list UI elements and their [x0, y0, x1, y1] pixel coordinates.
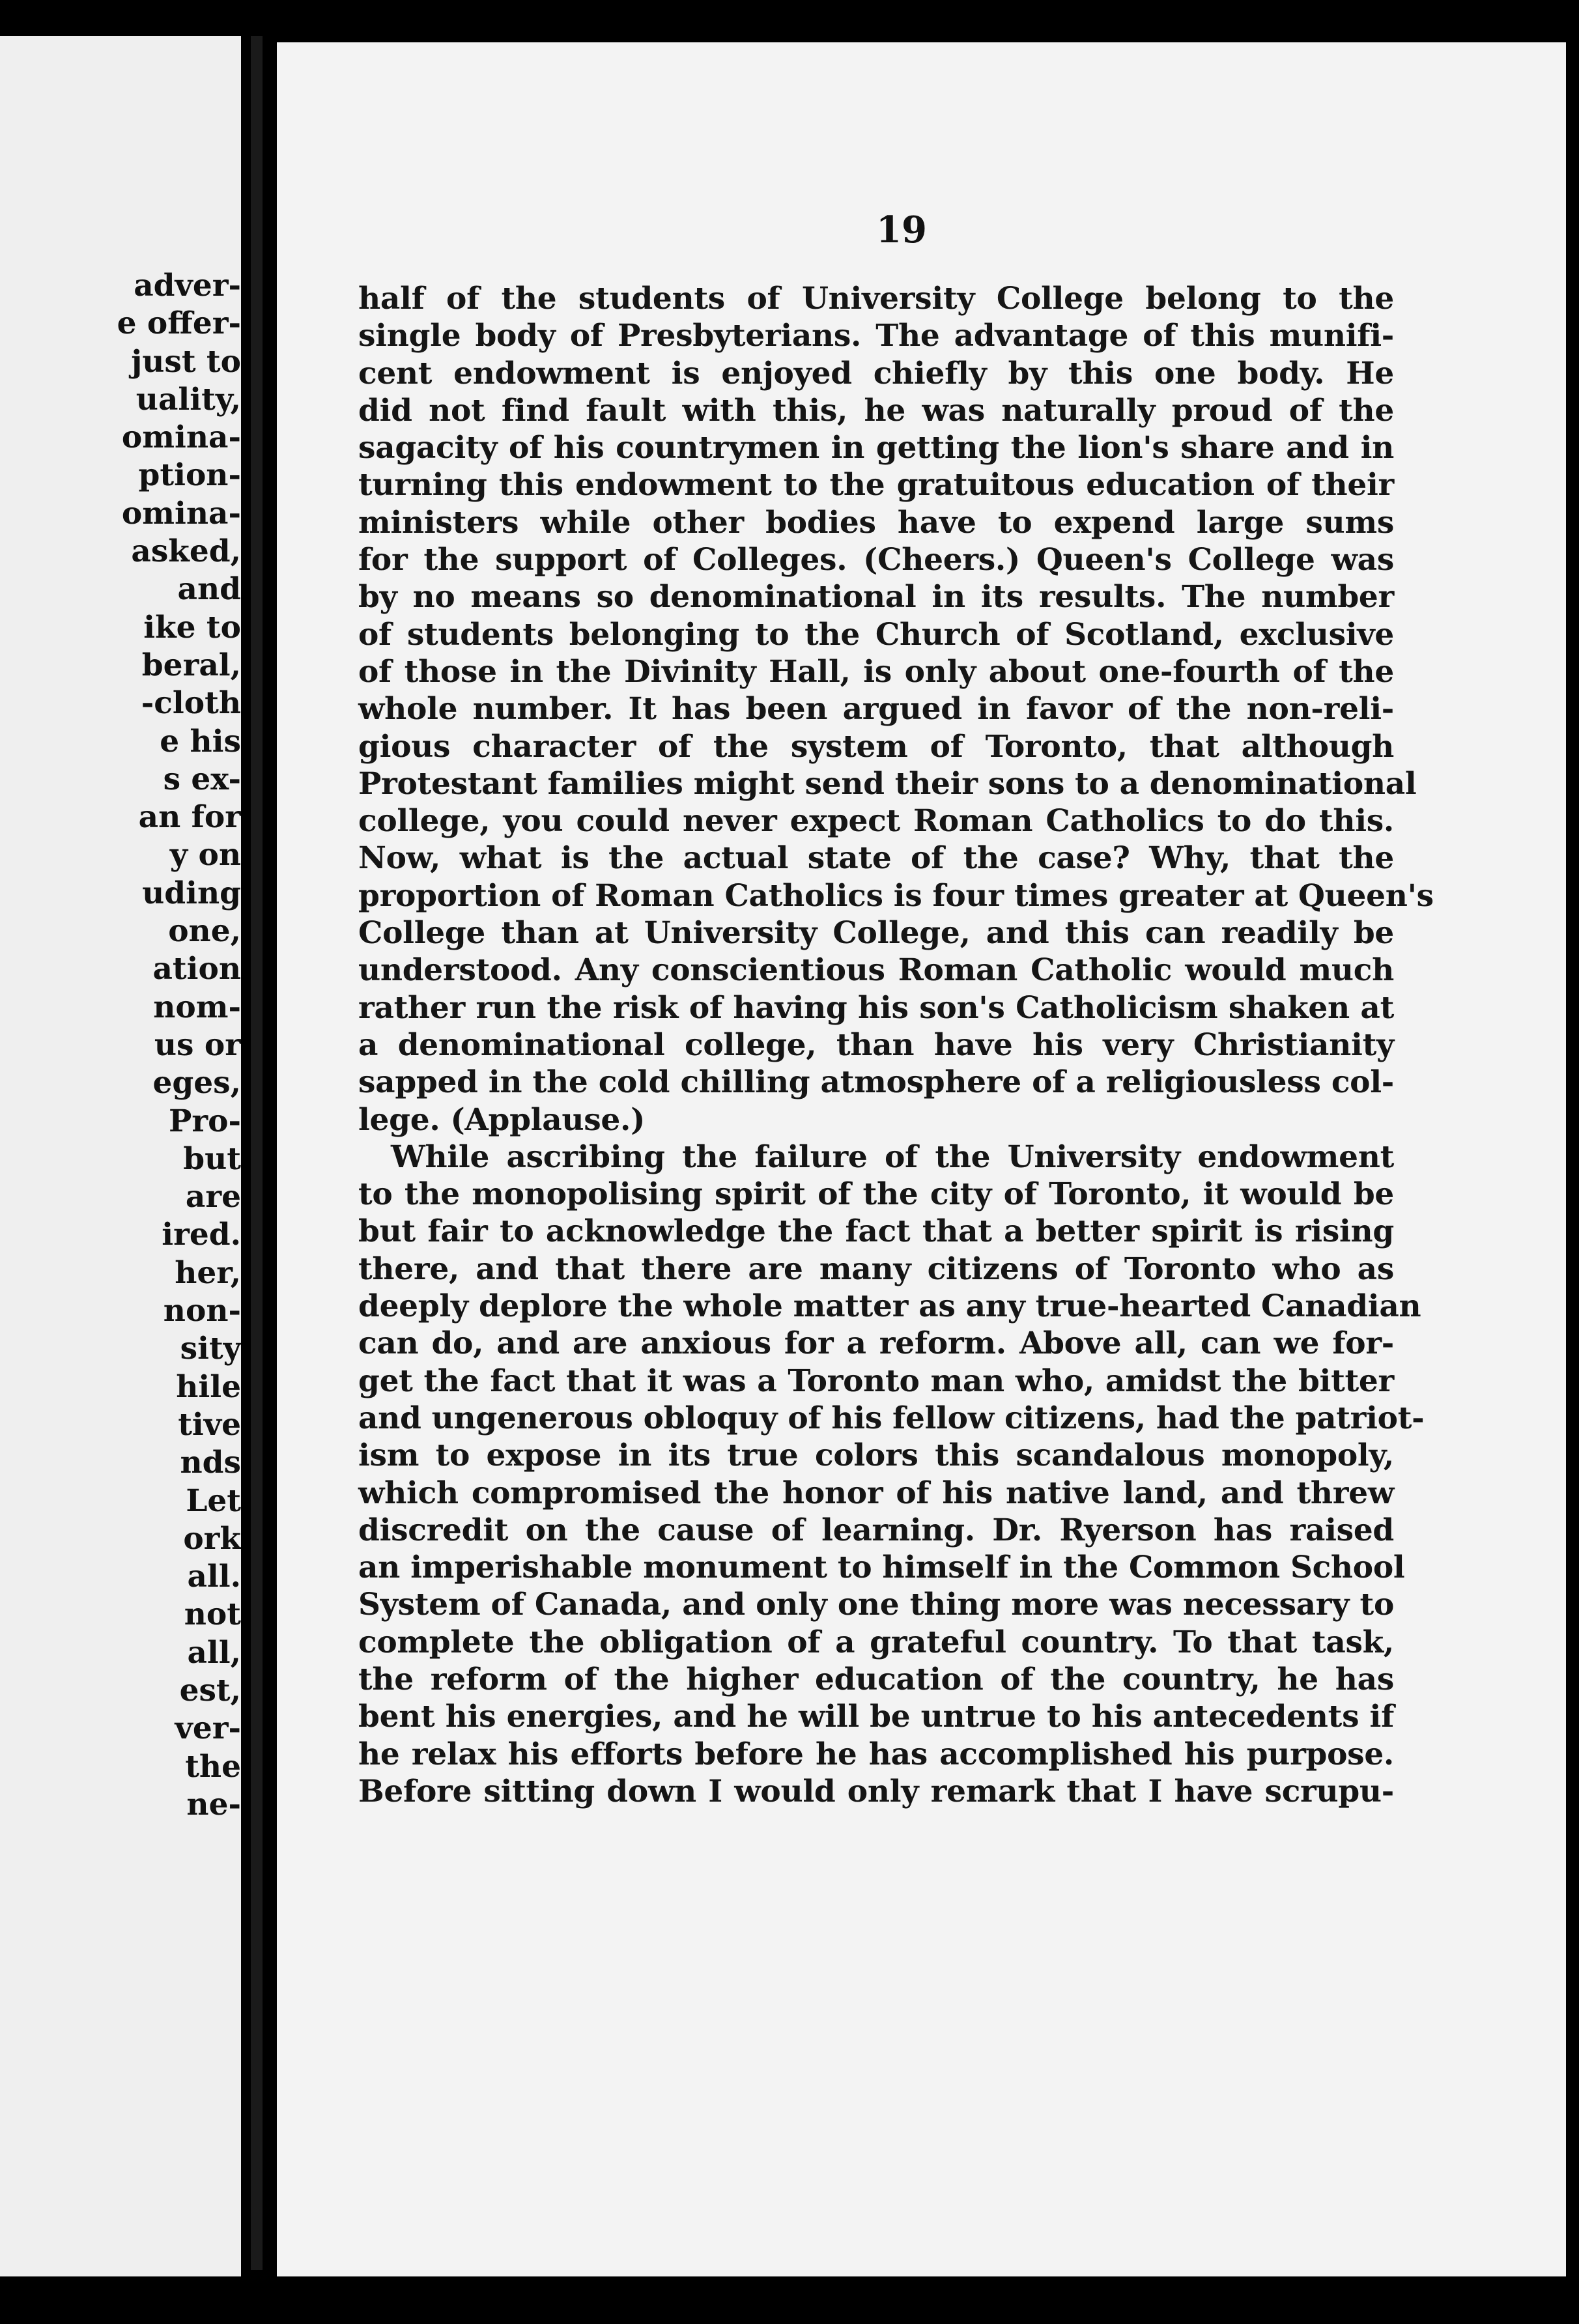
fragment-line: nds — [180, 1445, 241, 1481]
text-line: System of Canada, and only one thing more was necessary to — [358, 1587, 1394, 1623]
text-line: an imperishable monument to himself in the Common School — [358, 1550, 1405, 1586]
text-line: proportion of Roman Catholics is four times greater at Queen's — [358, 877, 1434, 914]
fragment-line: are — [185, 1179, 241, 1215]
text-line: Protestant families might send their sons to a denominational — [358, 765, 1417, 802]
previous-page-text-fragments — [117, 267, 241, 1824]
fragment-line: eges, — [152, 1065, 241, 1101]
fragment-line: asked, — [131, 533, 241, 570]
text-line: College than at University College, and this can readily be — [358, 915, 1394, 952]
text-line: sapped in the cold chilling atmosphere of a religiousless col- — [358, 1064, 1394, 1101]
fragment-line: e his — [160, 723, 241, 759]
text-line: cent endowment is enjoyed chiefly by this one body. He — [358, 355, 1394, 391]
text-line: the reform of the higher education of the country, he has — [358, 1661, 1394, 1697]
fragment-line: ired. — [162, 1217, 241, 1253]
fragment-line: -cloth — [141, 685, 241, 722]
previous-page-edge — [0, 36, 241, 2276]
fragment-line: adver- — [134, 268, 241, 304]
text-line: discredit on the cause of learning. Dr. Ryerson has raised — [358, 1512, 1394, 1548]
text-line: complete the obligation of a grateful country. To that task, — [358, 1624, 1394, 1660]
text-line: sagacity of his countrymen in getting the lion's share and in — [358, 430, 1394, 466]
fragment-line: ation — [152, 951, 241, 987]
page-body-text — [358, 280, 1434, 1810]
text-line: get the fact that it was a Toronto man who, amidst the bitter — [358, 1363, 1394, 1399]
text-line: half of the students of University College belong to the — [358, 281, 1394, 317]
text-line: of students belonging to the Church of Scotland, exclusive — [358, 616, 1394, 653]
text-line: turning this endowment to the gratuitous education of their — [358, 467, 1394, 503]
text-line: single body of Presbyterians. The advantage of this munifi- — [358, 318, 1394, 354]
fragment-line: but — [183, 1141, 241, 1177]
text-line: gious character of the system of Toronto, that although — [358, 728, 1394, 765]
fragment-line: ver- — [175, 1710, 241, 1747]
text-line: understood. Any conscientious Roman Catholic would much — [358, 952, 1394, 989]
fragment-line: tive — [178, 1406, 241, 1443]
text-line: of those in the Divinity Hall, is only about one-fourth of the — [358, 653, 1394, 690]
scan-border — [1566, 0, 1579, 2324]
fragment-line: just to — [131, 343, 241, 380]
text-line: Now, what is the actual state of the case? Why, that the — [358, 840, 1394, 877]
book-page — [277, 42, 1579, 2276]
fragment-line: all. — [187, 1559, 241, 1595]
fragment-line: ne- — [186, 1786, 241, 1822]
fragment-line: s ex- — [163, 761, 241, 797]
fragment-line: e offer- — [117, 305, 241, 342]
fragment-line: the — [185, 1748, 241, 1785]
text-line: whole number. It has been argued in favor of the non-reli- — [358, 691, 1394, 728]
text-line: a denominational college, than have his very Christianity — [358, 1027, 1394, 1063]
fragment-line: omina- — [121, 419, 241, 456]
paragraph — [358, 280, 1434, 1139]
fragment-line: all, — [187, 1634, 241, 1671]
fragment-line: beral, — [141, 647, 241, 683]
fragment-line: uality, — [135, 381, 241, 418]
fragment-line: ption- — [138, 457, 241, 494]
text-line: college, you could never expect Roman Catholics to do this. — [358, 803, 1394, 840]
fragment-line: Let — [186, 1482, 241, 1519]
text-line: for the support of Colleges. (Cheers.) Queen's College was — [358, 542, 1394, 578]
fragment-line: one, — [168, 913, 241, 950]
fragment-line: nom- — [153, 989, 241, 1025]
page-gutter — [251, 36, 263, 2270]
fragment-line: an for — [138, 799, 241, 836]
page-number: 19 — [876, 208, 927, 251]
fragment-line: and — [177, 571, 241, 608]
fragment-line: not — [184, 1596, 241, 1633]
text-line: ism to expose in its true colors this scandalous monopoly, — [358, 1438, 1394, 1474]
text-line: there, and that there are many citizens of Toronto who as — [358, 1251, 1394, 1287]
fragment-line: omina- — [121, 495, 241, 531]
text-line: did not find fault with this, he was naturally proud of the — [358, 392, 1394, 429]
fragment-line: Pro- — [169, 1103, 241, 1139]
fragment-line: ork — [183, 1520, 241, 1557]
text-line: rather run the risk of having his son's Catholicism shaken at — [358, 989, 1394, 1026]
fragment-line: sity — [180, 1331, 241, 1367]
text-line: to the monopolising spirit of the city of Toronto, it would be — [358, 1176, 1394, 1213]
fragment-line: est, — [179, 1672, 241, 1708]
text-line: ministers while other bodies have to expend large sums — [358, 504, 1394, 541]
fragment-line: her, — [175, 1254, 241, 1291]
fragment-line: ike to — [143, 609, 241, 645]
text-line: which compromised the honor of his native land, and threw — [358, 1475, 1394, 1511]
fragment-line: uding — [142, 875, 241, 911]
text-line: bent his energies, and he will be untrue to his antecedents if — [358, 1699, 1394, 1735]
text-line: Before sitting down I would only remark that I have scrupu- — [358, 1773, 1394, 1809]
fragment-line: us or — [154, 1027, 241, 1063]
text-line: but fair to acknowledge the fact that a better spirit is rising — [358, 1213, 1394, 1250]
text-line: lege. (Applause.) — [358, 1101, 646, 1138]
paragraph — [358, 1139, 1425, 1810]
text-line: can do, and are anxious for a reform. Above all, can we for- — [358, 1325, 1394, 1362]
text-line: deeply deplore the whole matter as any true-hearted Canadian — [358, 1288, 1421, 1325]
fragment-line: non- — [163, 1293, 241, 1329]
text-line: and ungenerous obloquy of his fellow citizens, had the patriot- — [358, 1400, 1425, 1436]
fragment-line: y on — [169, 837, 241, 873]
text-line: While ascribing the failure of the University endowment — [391, 1139, 1394, 1175]
text-line: by no means so denominational in its results. The number — [358, 579, 1394, 616]
fragment-line: hile — [176, 1368, 241, 1405]
text-line: he relax his efforts before he has accomplished his purpose. — [358, 1736, 1394, 1772]
